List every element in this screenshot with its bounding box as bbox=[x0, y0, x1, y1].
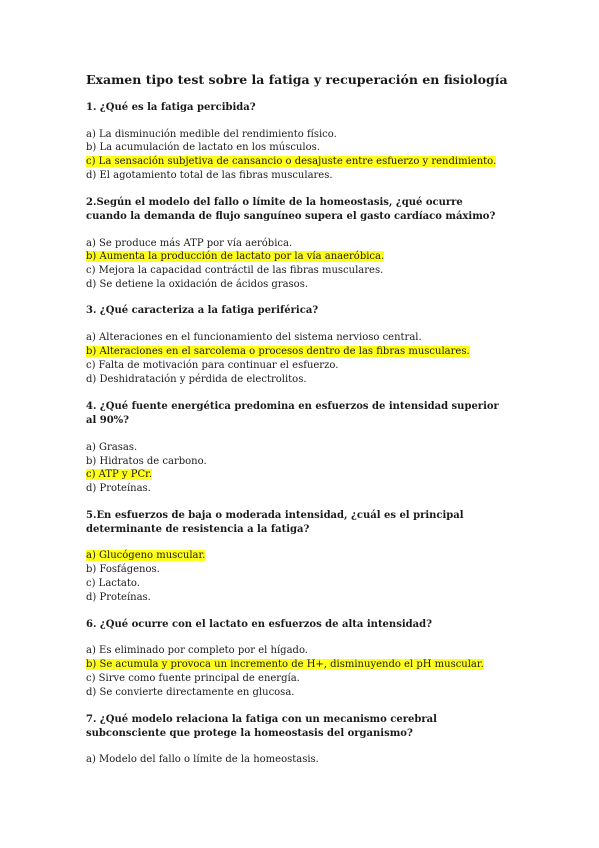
question-5-option-a bbox=[86, 549, 205, 563]
question-4-option-b: b) Hidratos de carbono. bbox=[86, 456, 207, 467]
question-1: 1. ¿Qué es la fatiga percibida? bbox=[86, 102, 256, 113]
question-6-option-b bbox=[86, 658, 484, 672]
question-1-option-a: a) La disminución medible del rendimiento físico. bbox=[86, 129, 337, 140]
question-3-option-d: d) Deshidratación y pérdida de electrolitos. bbox=[86, 374, 307, 385]
question-1-option-d: d) El agotamiento total de las fibras musculares. bbox=[86, 170, 333, 181]
question-6-option-c: c) Sirve como fuente principal de energía. bbox=[86, 673, 300, 684]
highlighted-answer: b) Se acumula y provoca un incremento de H+, disminuyendo el pH muscular. bbox=[86, 659, 484, 670]
question-3-option-a: a) Alteraciones en el funcionamiento del sistema nervioso central. bbox=[86, 332, 422, 343]
question-4-option-c bbox=[86, 468, 152, 482]
question-3: 3. ¿Qué caracteriza a la fatiga periférica? bbox=[86, 305, 319, 316]
highlighted-answer: a) Glucógeno muscular. bbox=[86, 550, 206, 561]
question-6: 6. ¿Qué ocurre con el lactato en esfuerzos de alta intensidad? bbox=[86, 619, 432, 630]
question-2-option-d: d) Se detiene la oxidación de ácidos grasos. bbox=[86, 279, 309, 290]
question-2-option-b bbox=[86, 250, 384, 264]
highlighted-answer: b) Alteraciones en el sarcolema o procesos dentro de las fibras musculares. bbox=[86, 346, 470, 357]
question-7: 7. ¿Qué modelo relaciona la fatiga con un mecanismo cerebral subconsciente que protege la homeostasis del organismo? bbox=[86, 714, 437, 739]
question-6-option-a: a) Es eliminado por completo por el hígado. bbox=[86, 645, 308, 656]
question-5-option-b: b) Fosfágenos. bbox=[86, 564, 160, 575]
question-4-option-a: a) Grasas. bbox=[86, 442, 138, 453]
question-2-option-a: a) Se produce más ATP por vía aeróbica. bbox=[86, 238, 293, 249]
question-5: 5.En esfuerzos de baja o moderada intensidad, ¿cuál es el principal determinante de resistencia a la fatiga? bbox=[86, 510, 464, 535]
question-5-option-d: d) Proteínas. bbox=[86, 592, 151, 603]
question-5-option-c: c) Lactato. bbox=[86, 578, 140, 589]
question-4: 4. ¿Qué fuente energética predomina en esfuerzos de intensidad superior al 90%? bbox=[86, 401, 499, 426]
question-2: 2.Según el modelo del fallo o límite de la homeostasis, ¿qué ocurre cuando la demanda de flujo sanguíneo supera el gasto cardíaco máximo? bbox=[86, 197, 496, 222]
question-7-option-a: a) Modelo del fallo o límite de la homeostasis. bbox=[86, 754, 319, 765]
question-2-option-c: c) Mejora la capacidad contráctil de las fibras musculares. bbox=[86, 265, 384, 276]
question-1-option-c bbox=[86, 155, 496, 169]
document-title: Examen tipo test sobre la fatiga y recuperación en fisiología bbox=[86, 72, 508, 87]
highlighted-answer: c) La sensación subjetiva de cansancio o desajuste entre esfuerzo y rendimiento. bbox=[86, 156, 497, 167]
highlighted-answer: b) Aumenta la producción de lactato por la vía anaeróbica. bbox=[86, 251, 385, 262]
question-4-option-d: d) Proteínas. bbox=[86, 483, 151, 494]
highlighted-answer: c) ATP y PCr. bbox=[86, 469, 153, 480]
question-6-option-d: d) Se convierte directamente en glucosa. bbox=[86, 687, 295, 698]
question-3-option-c: c) Falta de motivación para continuar el esfuerzo. bbox=[86, 360, 339, 371]
question-3-option-b bbox=[86, 345, 470, 359]
question-1-option-b: b) La acumulación de lactato en los músculos. bbox=[86, 142, 320, 153]
